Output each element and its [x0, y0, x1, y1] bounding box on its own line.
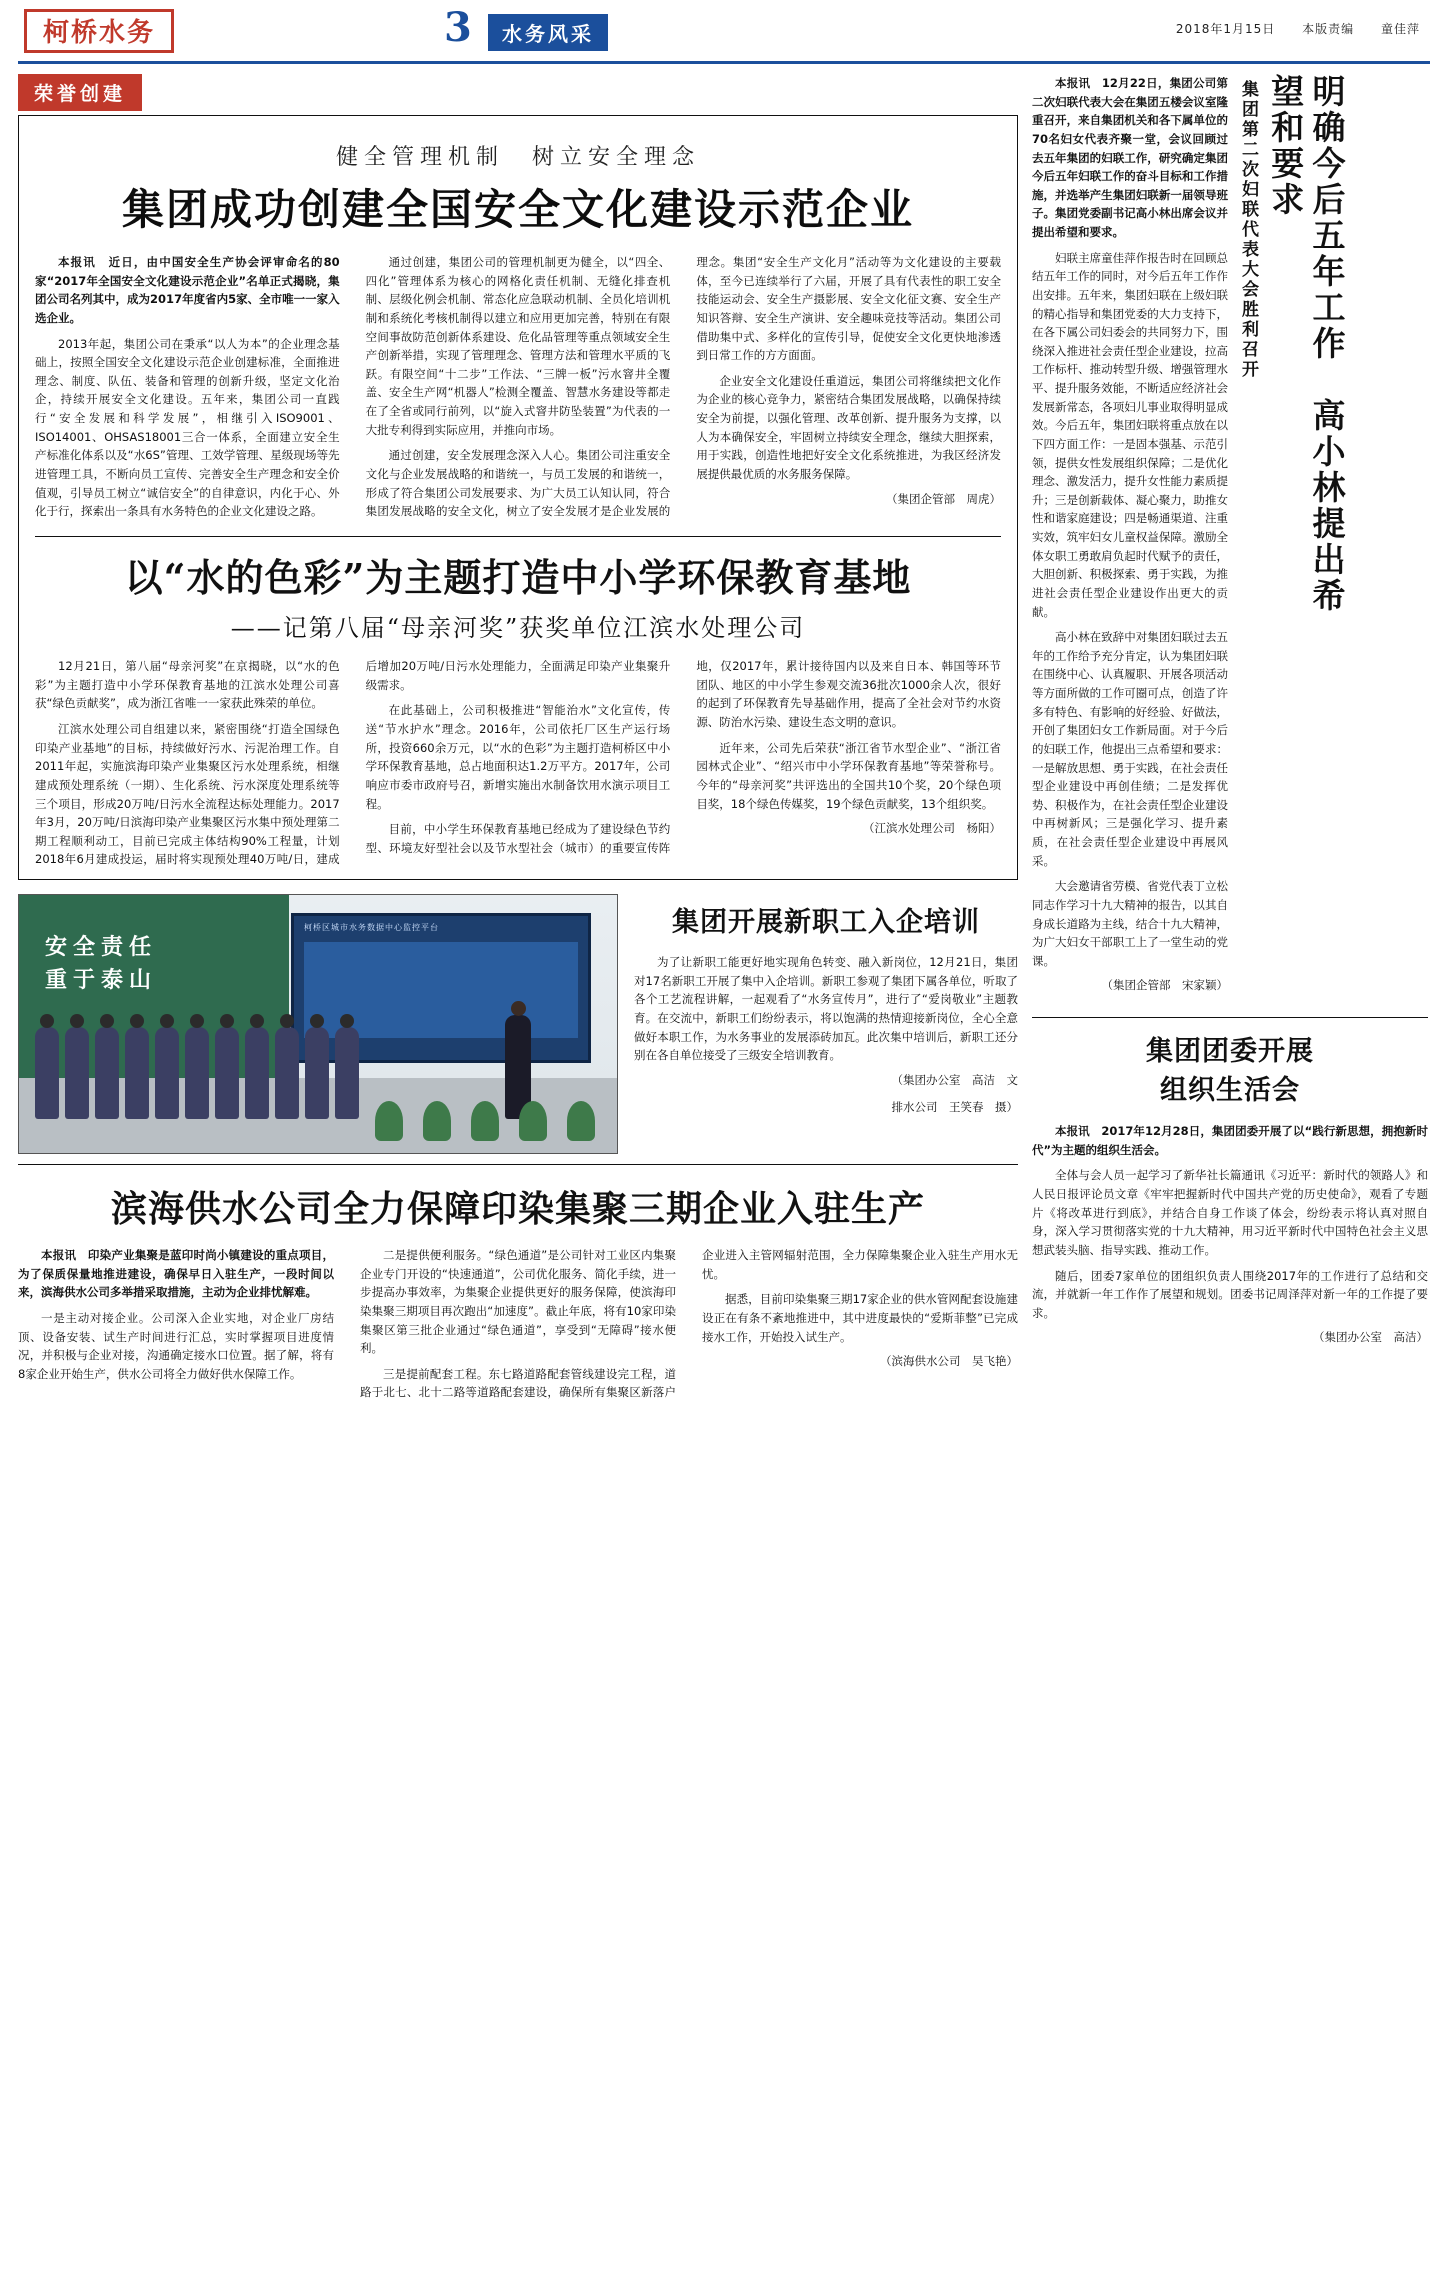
article3-byline-1: （集团办公室 高洁 文 — [891, 1072, 1018, 1087]
article3-byline-2: 排水公司 王笑春 摄） — [891, 1100, 1018, 1115]
status-badge: 荣誉创建 — [18, 74, 142, 111]
photo-screen-caption: 柯桥区城市水务数据中心监控平台 — [304, 923, 439, 933]
article5-vertical-title-group — [1236, 74, 1348, 1005]
article2-subhead: ——记第八届“母亲河奖”获奖单位江滨水处理公司 — [230, 614, 806, 643]
left-column — [18, 74, 1018, 1402]
photo-person — [125, 1027, 149, 1119]
article2-byline: （江滨水处理公司 杨阳） — [862, 821, 1001, 836]
article3-headline: 集团开展新职工入企培训 — [672, 907, 980, 939]
divider — [35, 536, 1001, 537]
editor-name: 童佳萍 — [1380, 22, 1420, 36]
photo-person — [65, 1027, 89, 1119]
article5-body — [1032, 74, 1228, 1005]
photo-person — [245, 1027, 269, 1119]
article6-body — [1032, 1122, 1428, 1345]
article2-para-0: 12月21日，第八届“母亲河奖”在京揭晓，以“水的色彩”为主题打造中小学环保教育基地的江滨水处理公司喜获“绿色贡献奖”，成为浙江省唯一一家获此殊荣的单位。 — [35, 659, 340, 711]
article5-vertical-headline: 明确今后五年工作 高小林提出希望和要求 — [1266, 74, 1347, 614]
photo-person — [185, 1027, 209, 1119]
article4-body — [18, 1246, 1018, 1402]
article-box-honor — [18, 115, 1018, 880]
article5-vertical-subhead: 集团第二次妇联代表大会胜利召开 — [1238, 80, 1258, 380]
article1-byline: （集团企管部 周虎） — [885, 491, 1001, 506]
article6-headline: 集团团委开展 组织生活会 — [1146, 1035, 1314, 1107]
article4-para-2: 二是提供便利服务。“绿色通道”是公司针对工业区内集聚企业专门开设的“快速通道”，公司优化服务、简化手续，进一步提高办事效率，为集聚企业提供更好的服务保障，使滨海印染集聚三期项目再次跑出“加速度”。截止年底，将有10家印染集聚区第三批企业通过“绿色通道”，享受到“无障碍”接水便利。 — [360, 1248, 676, 1356]
article4-para-4: 据悉，目前印染集聚三期17家企业的供水管网配套设施建设正在有条不紊地推进中，其中进度最快的“爱斯菲整”已完成接水工作，开始投入试生产。 — [702, 1292, 1018, 1344]
photo-people-group — [35, 1009, 365, 1119]
publication-logo — [24, 9, 174, 53]
photo-person — [335, 1027, 359, 1119]
article1-kicker: 健全管理机制 树立安全理念 — [335, 145, 700, 170]
right-column — [1032, 74, 1428, 1402]
section-title: 水务风采 — [488, 14, 608, 51]
editor-label: 本版责编 — [1302, 22, 1355, 36]
page-number: 3 — [444, 4, 472, 51]
photo-plant — [423, 1101, 451, 1141]
article2-headline: 以“水的色彩”为主题打造中小学环保教育基地 — [124, 555, 912, 601]
article3-text — [634, 894, 1018, 1154]
article6-para-1: 全体与会人员一起学习了新华社长篇通讯《习近平：新时代的领路人》和人民日报评论员文章《牢牢把握新时代中国共产党的历史使命》，观看了专题片《将改革进行到底》，并结合自身工作谈了体会，纷纷表示将认真对照自身，深入学习贯彻落实党的十九大精神，用习近平新时代中国特色社会主义思想武装头脑、指导实践、推动工作。 — [1032, 1168, 1428, 1257]
photo-person — [155, 1027, 179, 1119]
article3-para-0: 为了让新职工能更好地实现角色转变、融入新岗位，12月21日，集团对17名新职工开展了集中入企培训。新职工参观了集团下属各单位，听取了各个工艺流程讲解，一起观看了“水务宣传月”，进行了“爱岗敬业”主题教育。在交流中，新职工们纷纷表示，将以饱满的热情迎接新岗位，全心全意做好本职工作，为水务事业的发展添砖加瓦。此次集中培训后，新职工还分别在各自单位接受了三级安全培训教育。 — [634, 955, 1018, 1063]
article1-para-2: 通过创建，集团公司的管理机制更为健全，以“四全、四化”管理体系为核心的网格化责任机制、无缝化排查机制、层级化例会机制、常态化应急联动机制、全员化培训机制和系统化考核机制得以建立和应用更加完善，特别在有限空间事故防范创新体系建设、危化品管理等重点领域安全生产创新举措，实现了管理理念、管理方法和管理水平质的飞跃。有限空间“十二步”工作法、“三牌一板”污水窨井全覆盖、安全生产网“机器人”检测全覆盖、智慧水务建设等都走在了全省或同行前列，以“旋入式窨井防坠装置”为代表的一大批专利得到实际应用，并推向市场。 — [365, 255, 671, 437]
article6-para-2: 随后，团委7家单位的团组织负责人围绕2017年的工作进行了总结和交流，并就新一年工作作了展望和规划。团委书记周泽萍对新一年的工作提了要求。 — [1032, 1268, 1428, 1320]
article1-para-4: 企业安全文化建设任重道远，集团公司将继续把文化作为企业的核心竞争力，紧密结合集团发展战略，以确保持续安全为前提，以强化管理、改革创新、提升服务为支撑，以人为本确保安全，牢固树立持续安全理念，继续大胆探索，用于实践，创造性地把好安全文化系统推进，为我区经济发展提供最优质的水务服务保障。 — [696, 373, 1001, 481]
article5-para-3: 大会邀请省劳模、省党代表丁立松同志作学习十九大精神的报告，以其自身成长道路为主线，结合十九大精神，为广大妇女干部职工上了一堂生动的党课。 — [1032, 879, 1228, 968]
article2-para-1: 江滨水处理公司自组建以来，紧密围绕“打造全国绿色印染产业基地”的目标，持续做好污水、污泥治理工作。自2011年起，实施滨海印染产业集聚区污水处理系统，相继建成预处理系统（一期）、生化系统、污水深度处理系统等三个项目，形成20万吨/日污水全流程达标处理能力。2017年3月，20万吨/日滨海印染产业集聚区污水集中预处理第二期工程顺利动工，目前已完成主体结构90%工程量，计划2018年6月建成投运，届时将实现预处理40万吨/日，建成后增加20万吨/日污水处理能力，全面满足印染产业集聚升级需求。 — [35, 659, 671, 867]
photo-person — [305, 1027, 329, 1119]
article5-para-2: 高小林在致辞中对集团妇联过去五年的工作给予充分肯定，认为集团妇联在围绕中心、认真履职、开展各项活动等方面所做的工作可圈可点，创造了许多有特色、有影响的好经验、好做法，开创了集团妇女工作新局面。对于今后的妇联工作，他提出三点希望和要求：一是解放思想、勇于实践，在社会责任型企业建设中再创佳绩；二是发挥优势、积极作为，在社会责任型企业建设中再树新风；三是强化学习、提升素质，在社会责任型企业建设中再展风采。 — [1032, 630, 1228, 868]
photo-plant — [519, 1101, 547, 1141]
masthead — [18, 0, 1430, 64]
article3-block — [18, 894, 1018, 1154]
issue-date: 2018年1月15日 — [1175, 22, 1276, 36]
article1-body — [35, 253, 1001, 522]
article1-headline: 集团成功创建全国安全文化建设示范企业 — [121, 185, 914, 234]
photo-wall-slogan: 安全责任 重于泰山 — [45, 934, 158, 994]
article4-byline: （滨海供水公司 吴飞艳） — [880, 1354, 1018, 1369]
article2-body — [35, 657, 1001, 869]
article4-para-0: 本报讯 印染产业集聚是蓝印时尚小镇建设的重点项目，为了保质保量地推进建设，确保早日入驻生产，一段时间以来，滨海供水公司多举措采取措施，主动为企业排忧解难。 — [18, 1248, 334, 1300]
page-content — [18, 74, 1430, 1402]
photo-person — [35, 1027, 59, 1119]
article1-para-3: 通过创建，安全发展理念深入人心。集团公司注重安全文化与企业发展战略的和谐统一，与员工发展的和谐统一，形成了符合集团公司发展要求、为广大员工认知认同，符合集团发展战略的安全文化，树立了安全发展才是企业发展的理念。集团“安全生产文化月”活动等为文化建设的主要载体，至今已连续举行了六届，开展了具有代表性的职工安全技能运动会、安全生产摄影展、安全文化征文赛、安全生产知识答辩、安全生产演讲、安全趣味竞技等活动。集团公司借助集中式、多样化的宣传引导，促使安全文化更快地渗透到日常工作的方方面面。 — [365, 255, 1001, 519]
publication-name: 柯桥水务 — [42, 18, 155, 48]
issue-info — [1154, 20, 1420, 37]
photo-person — [275, 1027, 299, 1119]
article2-para-2: 在此基础上，公司积极推进“智能治水”文化宣传，传送“节水护水”理念。2016年，公司依托厂区生产运行场所，投资660余万元，以“水的色彩”为主题打造柯桥区中小学环保教育基地，总占地面积达1.2万平方。2017年，公司响应市委市政府号召，新增实施出水制备饮用水演示项目工程。 — [365, 703, 671, 811]
article5-byline: （集团企管部 宋家颖） — [1101, 978, 1228, 993]
article1-para-0: 本报讯 近日，由中国安全生产协会评审命名的80家“2017年全国安全文化建设示范企业”名单正式揭晓，集团公司名列其中，成为2017年度省内5家、全市唯一一家入选企业。 — [35, 255, 340, 325]
photo-plant — [375, 1101, 403, 1141]
divider — [18, 1164, 1018, 1165]
article4-para-1: 一是主动对接企业。公司深入企业实地，对企业厂房结顶、设备安装、试生产时间进行汇总，实时掌握项目进度情况，并积极与企业对接，沟通确定接水口位置。据了解，将有8家企业开始生产，供水公司将全力做好供水保障工作。 — [18, 1310, 334, 1381]
article5-para-1: 妇联主席童佳萍作报告时在回顾总结五年工作的同时，对今后五年工作作出安排。五年来，集团妇联在上级妇联的精心指导和集团党委的大力支持下，在各下属公司妇委会的共同努力下，围绕深入推进社会责任型企业建设，拉高工作标杆、推动转型升级、增强管理水平、提升服务效能，不断适应经济社会发展新常态，各项妇儿事业取得明显成效。今后五年，集团妇联将重点放在以下四方面工作：一是固本强基、示范引领，提供女性发展组织保障；二是优化理念、激发活力，提升女性能力素质提升；三是创新载体、凝心聚力，助推女性和谐家庭建设；四是畅通渠道、注重实效，筑牢妇女儿童权益保障。激励全体女职工勇敢肩负起时代赋予的责任，大胆创新、积极探索、勇于实践，为推进社会责任型企业建设作出更大的贡献。 — [1032, 250, 1228, 619]
photo-person — [215, 1027, 239, 1119]
article1-para-1: 2013年起，集团公司在秉承“以人为本”的企业理念基础上，按照全国安全文化建设示范企业创建标准，全面推进理念、制度、队伍、装备和管理的创新升级，坚定文化治企，持续开展安全文化建设。五年来，集团公司一直践行“安全发展和科学发展”，相继引入ISO9001、ISO14001、OHSAS18001三合一体系，全面建立安全生产标准化体系以及“水6S”管理、工效学管理、星级现场等先进管理工具，不断向员工宣传、完善安全生产理念和安全价值观，引导员工树立“诚信安全”的自律意识，内化于心、外化于行，探索出一条具有水务特色的企业文化建设之路。 — [35, 336, 340, 519]
article5-block — [1032, 74, 1428, 1005]
photo-plant — [471, 1101, 499, 1141]
training-photo — [18, 894, 618, 1154]
divider — [1032, 1017, 1428, 1018]
article6-byline: （集团办公室 高洁） — [1313, 1330, 1428, 1345]
article2-para-3: 目前，中小学生环保教育基地已经成为了建设绿色节约型、环境友好型社会以及节水型社会（城市）的重要宣传阵地，仅2017年，累计接待国内以及来自日本、韩国等环节团队、地区的中小学生参观交流36批次1000余人次，很好的起到了环保教育先导基础作用，提高了全社会对节约水资源、防治水污染、建设生态文明的意识。 — [365, 659, 1001, 855]
article4-headline: 滨海供水公司全力保障印染集聚三期企业入驻生产 — [110, 1188, 925, 1231]
photo-plant — [567, 1101, 595, 1141]
article4-para-3: 三是提前配套工程。东七路道路配套管线建设完工程，道路于北七、北十二路等道路配套建设，确保所有集聚区新落户企业进入主管网辐射范围，全力保障集聚企业入驻生产用水无忧。 — [360, 1248, 1018, 1400]
photo-person — [95, 1027, 119, 1119]
category-badge-wrap — [18, 74, 1018, 111]
article2-para-4: 近年来，公司先后荣获“浙江省节水型企业”、“浙江省园林式企业”、“绍兴市中小学环保教育基地”等荣誉称号。今年的“母亲河奖”共评选出的全国共10个奖，20个绿色项目奖，18个绿色传媒奖，19个绿色贡献奖，13个组织奖。 — [696, 740, 1001, 811]
article5-para-0: 本报讯 12月22日，集团公司第二次妇联代表大会在集团五楼会议室隆重召开，来自集团机关和各下属单位的70名妇女代表齐聚一堂，会议回顾过去五年集团的妇联工作，研究确定集团今后五年妇联工作的奋斗目标和工作措施，并选举产生集团妇联新一届领导班子。集团党委副书记高小林出席会议并提出希望和要求。 — [1032, 76, 1228, 239]
article6-para-0: 本报讯 2017年12月28日，集团团委开展了以“践行新思想，拥抱新时代”为主题的组织生活会。 — [1032, 1124, 1428, 1157]
